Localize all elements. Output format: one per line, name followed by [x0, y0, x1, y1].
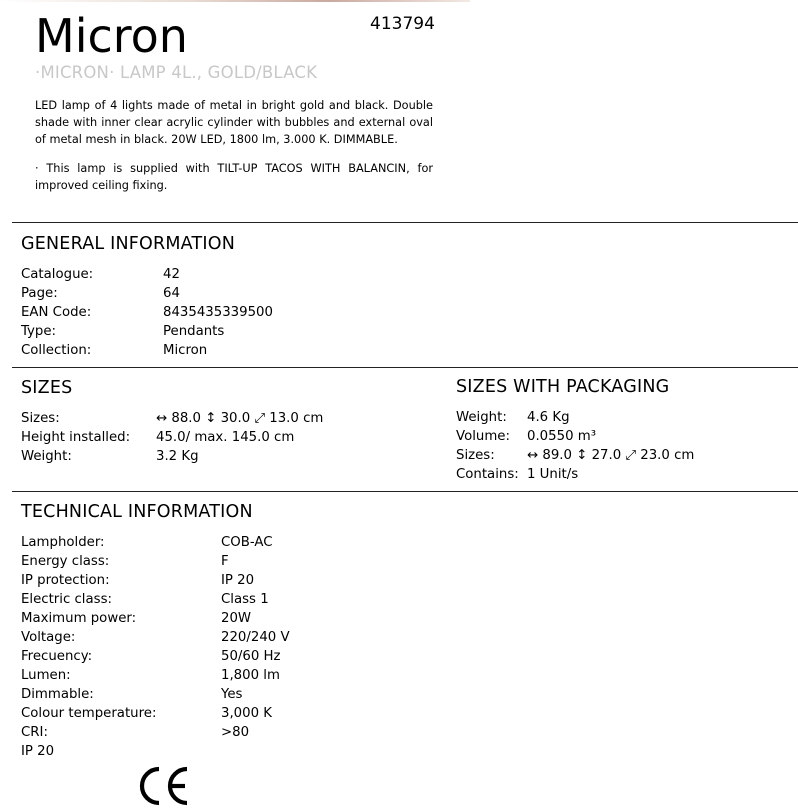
tech-value-ip-protection: IP 20 [221, 573, 255, 588]
tech-label-voltage: Voltage: [21, 630, 76, 645]
sizes-label-sizes: Sizes: [21, 411, 60, 426]
ce-mark-icon [135, 765, 191, 807]
tech-label-ip-protection: IP protection: [21, 573, 110, 588]
general-label-page: Page: [21, 286, 58, 301]
tech-value-electric-class: Class 1 [221, 592, 269, 607]
packaging-label-volume: Volume: [456, 429, 510, 444]
top-decor-bar [0, 0, 470, 2]
general-heading: GENERAL INFORMATION [21, 234, 235, 254]
tech-label-electric-class: Electric class: [21, 592, 112, 607]
general-value-page: 64 [163, 286, 180, 301]
tech-value-cri: >80 [221, 725, 250, 740]
product-subtitle: ·MICRON· LAMP 4L., GOLD/BLACK [35, 63, 318, 82]
tech-label-dimmable: Dimmable: [21, 687, 94, 702]
tech-value-voltage: 220/240 V [221, 630, 290, 645]
tech-label-max-power: Maximum power: [21, 611, 137, 626]
packaging-label-sizes: Sizes: [456, 448, 495, 463]
divider-general [12, 222, 798, 223]
technical-heading: TECHNICAL INFORMATION [21, 502, 253, 522]
packaging-value-sizes: ↔ 89.0 ↕ 27.0 ⤢ 23.0 cm [527, 448, 695, 463]
packaging-value-contains: 1 Unit/s [527, 467, 579, 482]
sizes-label-height: Height installed: [21, 430, 131, 445]
tech-extra-ip: IP 20 [21, 744, 55, 759]
tech-label-lumen: Lumen: [21, 668, 71, 683]
tech-value-max-power: 20W [221, 611, 252, 626]
general-label-ean: EAN Code: [21, 305, 92, 320]
packaging-heading: SIZES WITH PACKAGING [456, 377, 670, 397]
general-label-collection: Collection: [21, 343, 92, 358]
tech-value-energy-class: F [221, 554, 229, 569]
tech-value-lumen: 1,800 lm [221, 668, 280, 683]
sizes-value-sizes: ↔ 88.0 ↕ 30.0 ⤢ 13.0 cm [156, 411, 324, 426]
tech-label-lampholder: Lampholder: [21, 535, 105, 550]
general-value-type: Pendants [163, 324, 225, 339]
general-value-ean: 8435435339500 [163, 305, 273, 320]
general-label-catalogue: Catalogue: [21, 267, 94, 282]
divider-technical [12, 491, 798, 492]
tech-label-colour-temp: Colour temperature: [21, 706, 157, 721]
sizes-heading: SIZES [21, 378, 73, 398]
product-code: 413794 [370, 14, 435, 34]
product-description: LED lamp of 4 lights made of metal in bright gold and black. Double shade with inner clear acrylic cylinder with bubbles and external oval of metal mesh in black. 20W LED, 1800 lm, 3.000 K. DIMMABLE. [35, 99, 433, 146]
tech-value-frequency: 50/60 Hz [221, 649, 281, 664]
tech-value-dimmable: Yes [221, 687, 243, 702]
general-value-collection: Micron [163, 343, 208, 358]
product-note: · This lamp is supplied with TILT-UP TACOS WITH BALANCIN, for improved ceiling fixing. [35, 162, 433, 192]
general-label-type: Type: [21, 324, 57, 339]
tech-label-energy-class: Energy class: [21, 554, 110, 569]
tech-label-frequency: Frecuency: [21, 649, 93, 664]
packaging-value-weight: 4.6 Kg [527, 410, 570, 425]
product-title: Micron [35, 9, 188, 63]
packaging-label-contains: Contains: [456, 467, 519, 482]
tech-value-colour-temp: 3,000 K [221, 706, 273, 721]
sizes-value-weight: 3.2 Kg [156, 449, 199, 464]
tech-label-cri: CRI: [21, 725, 48, 740]
tech-value-lampholder: COB-AC [221, 535, 273, 550]
packaging-value-volume: 0.0550 m³ [527, 429, 597, 444]
sizes-value-height: 45.0/ max. 145.0 cm [156, 430, 295, 445]
packaging-label-weight: Weight: [456, 410, 507, 425]
divider-sizes [12, 367, 798, 368]
general-value-catalogue: 42 [163, 267, 180, 282]
sizes-label-weight: Weight: [21, 449, 72, 464]
